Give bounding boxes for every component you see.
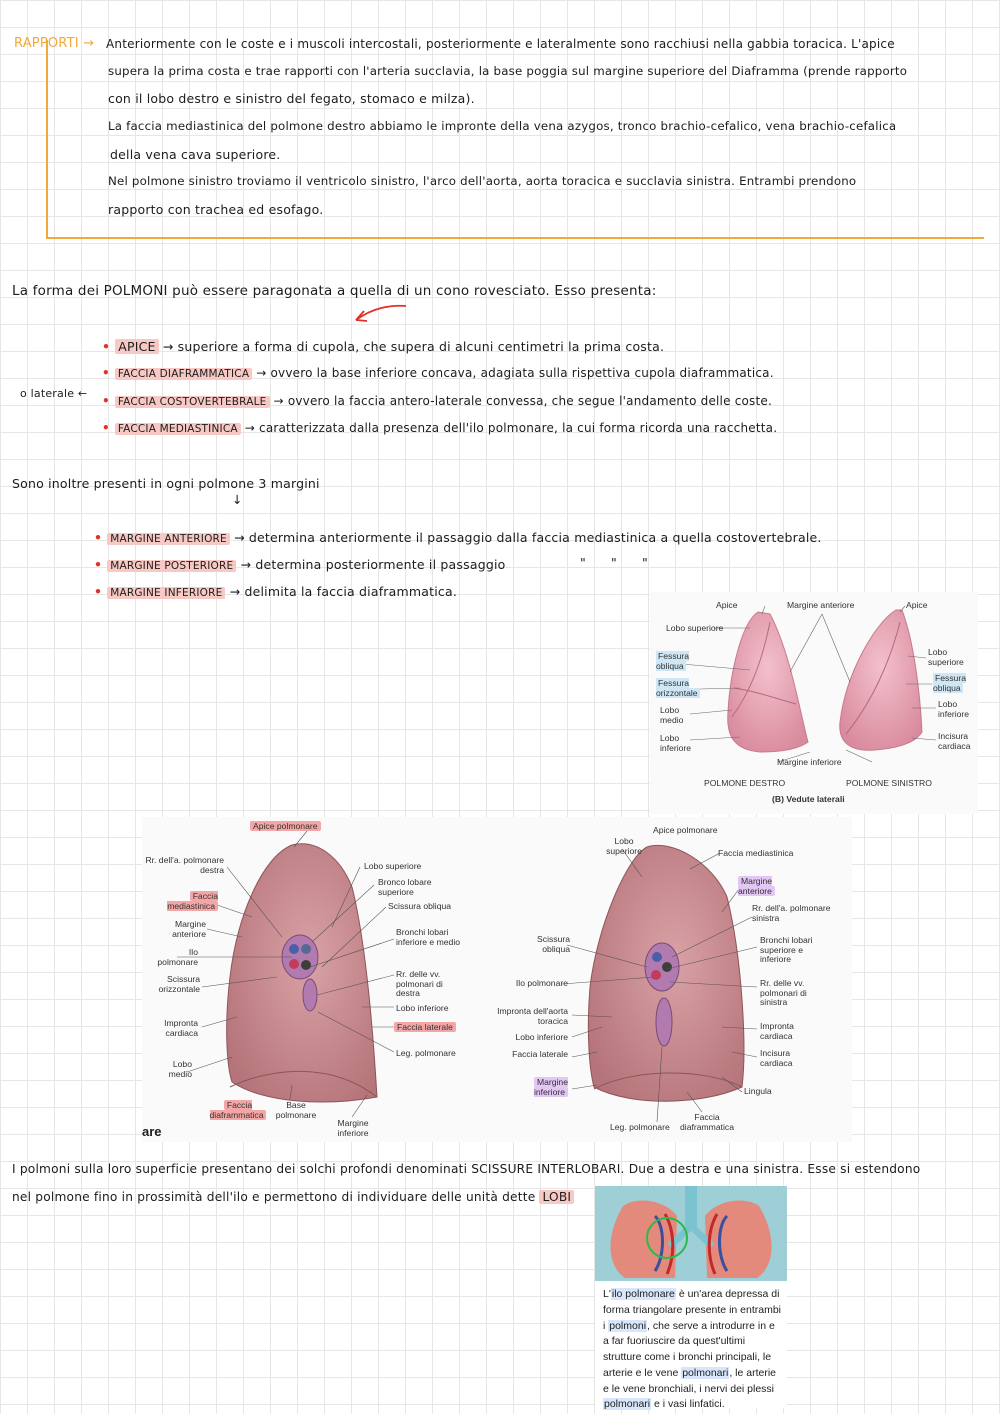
- label-apice-left: Apice: [716, 600, 738, 610]
- forma-item-faccia-costovertebrale: • FACCIA COSTOVERTEBRALE → ovvero la faccia antero-laterale convessa, che segue l'andamento delle coste.: [102, 394, 772, 408]
- label-ilo-polmonare-right: Ilo polmonare: [157, 947, 198, 967]
- label-lobo-inferiore-right: Lobo inferiore: [938, 699, 970, 719]
- label-lobo-superiore-left: Lobo superiore: [606, 836, 642, 856]
- label-lobo-superiore-right: Lobo superiore: [928, 647, 964, 667]
- label-lobo-superiore-left: Lobo superiore: [666, 623, 724, 633]
- ilo-polmonare-caption: L'ilo polmonare è un'area depressa di forma triangolare presente in entrambi i polmoni, che serve a introdurre in e a far fuoriuscire da quest'ultimi strutture come i bronchi principali, le arterie e le vene polmonari, le arterie e le vene bronchiali, i nervi dei plessi polmonari e i vasi linfatici.: [603, 1288, 782, 1411]
- label-rr-vene-destra: Rr. delle vv. polmonari di destra: [396, 969, 443, 999]
- label-impronta-aorta: Impronta dell'aorta toracica: [497, 1006, 568, 1026]
- label-bronchi-lobari-right: Bronchi lobari inferiore e medio: [396, 927, 461, 947]
- lateral-views-figure: [650, 592, 978, 814]
- label-polmone-destro: POLMONE DESTRO: [704, 778, 786, 788]
- curved-arrow-icon: [348, 302, 410, 328]
- label-scissura-obliqua-left: Scissura obliqua: [537, 934, 570, 954]
- label-base-polmonare: Base polmonare: [275, 1100, 317, 1120]
- rapporti-line-1: Anteriormente con le coste e i muscoli intercostali, posteriormente e lateralmente sono racchiusi nella gabbia toracica. L'apice: [106, 37, 895, 51]
- label-lobo-inferiore-left: Lobo inferiore: [515, 1032, 568, 1042]
- medial-views-figure: [142, 817, 852, 1142]
- figure-caption-lateral: (B) Vedute laterali: [772, 794, 845, 804]
- margine-inferiore-item: • MARGINE INFERIORE → delimita la faccia diaframmatica.: [94, 584, 457, 599]
- label-lobo-superiore-right: Lobo superiore: [364, 861, 422, 871]
- margine-posteriore-item: • MARGINE POSTERIORE → determina posteriormente il passaggio: [94, 557, 506, 572]
- rapporti-label: RAPPORTI →: [14, 36, 95, 51]
- rapporti-line-7: rapporto con trachea ed esofago.: [108, 202, 324, 217]
- label-lobo-inferiore-left: Lobo inferiore: [660, 733, 692, 753]
- forma-item-faccia-diaframmatica: • FACCIA DIAFRAMMATICA → ovvero la base inferiore concava, adagiata sulla rispettiva cupola diaframmatica.: [102, 366, 774, 380]
- rapporti-bracket: [46, 40, 48, 238]
- label-incisura-cardiaca-left: Incisura cardiaca: [760, 1048, 793, 1068]
- ilo-polmonare-image: [595, 1186, 787, 1281]
- figure-title-fragment: are: [142, 1124, 162, 1139]
- label-impronta-cardiaca-left: Impronta cardiaca: [760, 1021, 794, 1041]
- label-lobo-medio: Lobo medio: [660, 705, 684, 725]
- label-faccia-laterale-right: Faccia laterale: [394, 1023, 456, 1033]
- label-impronta-cardiaca-right: Impronta cardiaca: [164, 1018, 198, 1038]
- label-lobo-medio-right: Lobo medio: [168, 1059, 192, 1079]
- label-bronchi-lobari-left: Bronchi lobari superiore e inferiore: [760, 935, 813, 965]
- label-rr-vene-sinistra: Rr. delle vv. polmonari di sinistra: [760, 978, 807, 1008]
- label-faccia-mediastinica-left: Faccia mediastinica: [718, 848, 794, 858]
- label-scissura-obliqua-right: Scissura obliqua: [388, 901, 452, 911]
- forma-item-apice: • APICE → superiore a forma di cupola, che supera di alcuni centimetri la prima costa.: [102, 339, 665, 354]
- scissure-line-2: nel polmone fino in prossimità dell'ilo e permettono di individuare delle unità dette LOBI: [12, 1190, 574, 1204]
- down-arrow-icon: ↓: [232, 492, 243, 507]
- label-rr-arteria-destra: Rr. dell'a. polmonare destra: [145, 855, 224, 875]
- rapporti-line-2: supera la prima costa e trae rapporti con l'arteria succlavia, la base poggia sul margine superiore del Diaframma (prende rapporto: [108, 64, 908, 78]
- label-margine-anteriore-left: Margine anteriore: [738, 877, 786, 896]
- label-apice-polmonare-left: Apice polmonare: [653, 825, 718, 835]
- label-margine-inferiore: Margine inferiore: [777, 757, 842, 767]
- rapporti-line-4: La faccia mediastinica del polmone destro abbiamo le impronte della vena azygos, tronco brachio-cefalico, vena brachio-cefalica: [108, 119, 897, 133]
- margine-anteriore-item: • MARGINE ANTERIORE → determina anteriormente il passaggio dalla faccia mediastinica a quella costovertebrale.: [94, 530, 822, 545]
- margini-intro: Sono inoltre presenti in ogni polmone 3 margini: [12, 476, 320, 491]
- label-polmone-sinistro: POLMONE SINISTRO: [846, 778, 932, 788]
- label-faccia-diaframmatica-left: Faccia diaframmatica: [680, 1112, 734, 1132]
- label-rr-arteria-sinistra: Rr. dell'a. polmonare sinistra: [752, 903, 831, 923]
- label-bronco-lobare: Bronco lobare superiore: [378, 877, 432, 897]
- ilo-polmonare-card: [595, 1186, 787, 1411]
- label-leg-polmonare-right: Leg. polmonare: [396, 1048, 456, 1058]
- label-margine-inferiore-right: Margine inferiore: [337, 1118, 369, 1138]
- rapporti-line-5: della vena cava superiore.: [110, 147, 281, 162]
- label-incisura-cardiaca: Incisura cardiaca: [938, 731, 971, 751]
- label-lingula: Lingula: [744, 1086, 772, 1096]
- forma-intro: La forma dei POLMONI può essere paragonata a quella di un cono rovesciato. Esso presenta:: [12, 283, 657, 299]
- label-apice-right: Apice: [906, 600, 928, 610]
- forma-side-note: o laterale ←: [20, 387, 88, 400]
- label-ilo-polmonare-left: Ilo polmonare: [515, 978, 568, 988]
- label-fessura-obliqua-left: Fessura obliqua: [656, 651, 690, 671]
- label-margine-anteriore: Margine anteriore: [787, 600, 855, 610]
- label-faccia-laterale-left: Faccia laterale: [512, 1049, 568, 1059]
- label-lobo-inferiore-right: Lobo inferiore: [396, 1003, 449, 1013]
- label-margine-inferiore-left: Margine inferiore: [533, 1077, 568, 1097]
- rapporti-line-3: con il lobo destro e sinistro del fegato, stomaco e milza).: [108, 91, 475, 106]
- rapporti-bracket-bottom: [46, 237, 984, 239]
- label-leg-polmonare-left: Leg. polmonare: [610, 1122, 670, 1132]
- label-faccia-diaframmatica-right: Faccia diaframmatica: [208, 1101, 268, 1120]
- ditto-marks: " " ": [580, 555, 648, 570]
- label-faccia-mediastinica-right: Faccia mediastinica: [167, 891, 218, 911]
- label-margine-anteriore-right: Margine anteriore: [172, 919, 206, 939]
- label-scissura-orizzontale: Scissura orizzontale: [158, 974, 200, 994]
- scissure-line-1: I polmoni sulla loro superficie presentano dei solchi profondi denominati SCISSURE INTERLOBARI. Due a destra e una sinistra. Esse si estendono: [12, 1162, 921, 1176]
- rapporti-line-6: Nel polmone sinistro troviamo il ventricolo sinistro, l'arco dell'aorta, aorta toracica e succlavia sinistra. Entrambi prendono: [108, 174, 857, 188]
- forma-item-faccia-mediastinica: • FACCIA MEDIASTINICA → caratterizzata dalla presenza dell'ilo polmonare, la cui forma ricorda una racchetta.: [102, 421, 778, 435]
- label-fessura-orizzontale: Fessura orizzontale: [656, 678, 698, 698]
- label-apice-polmonare-right: Apice polmonare: [250, 822, 321, 832]
- label-fessura-obliqua-right: Fessura obliqua: [933, 673, 967, 693]
